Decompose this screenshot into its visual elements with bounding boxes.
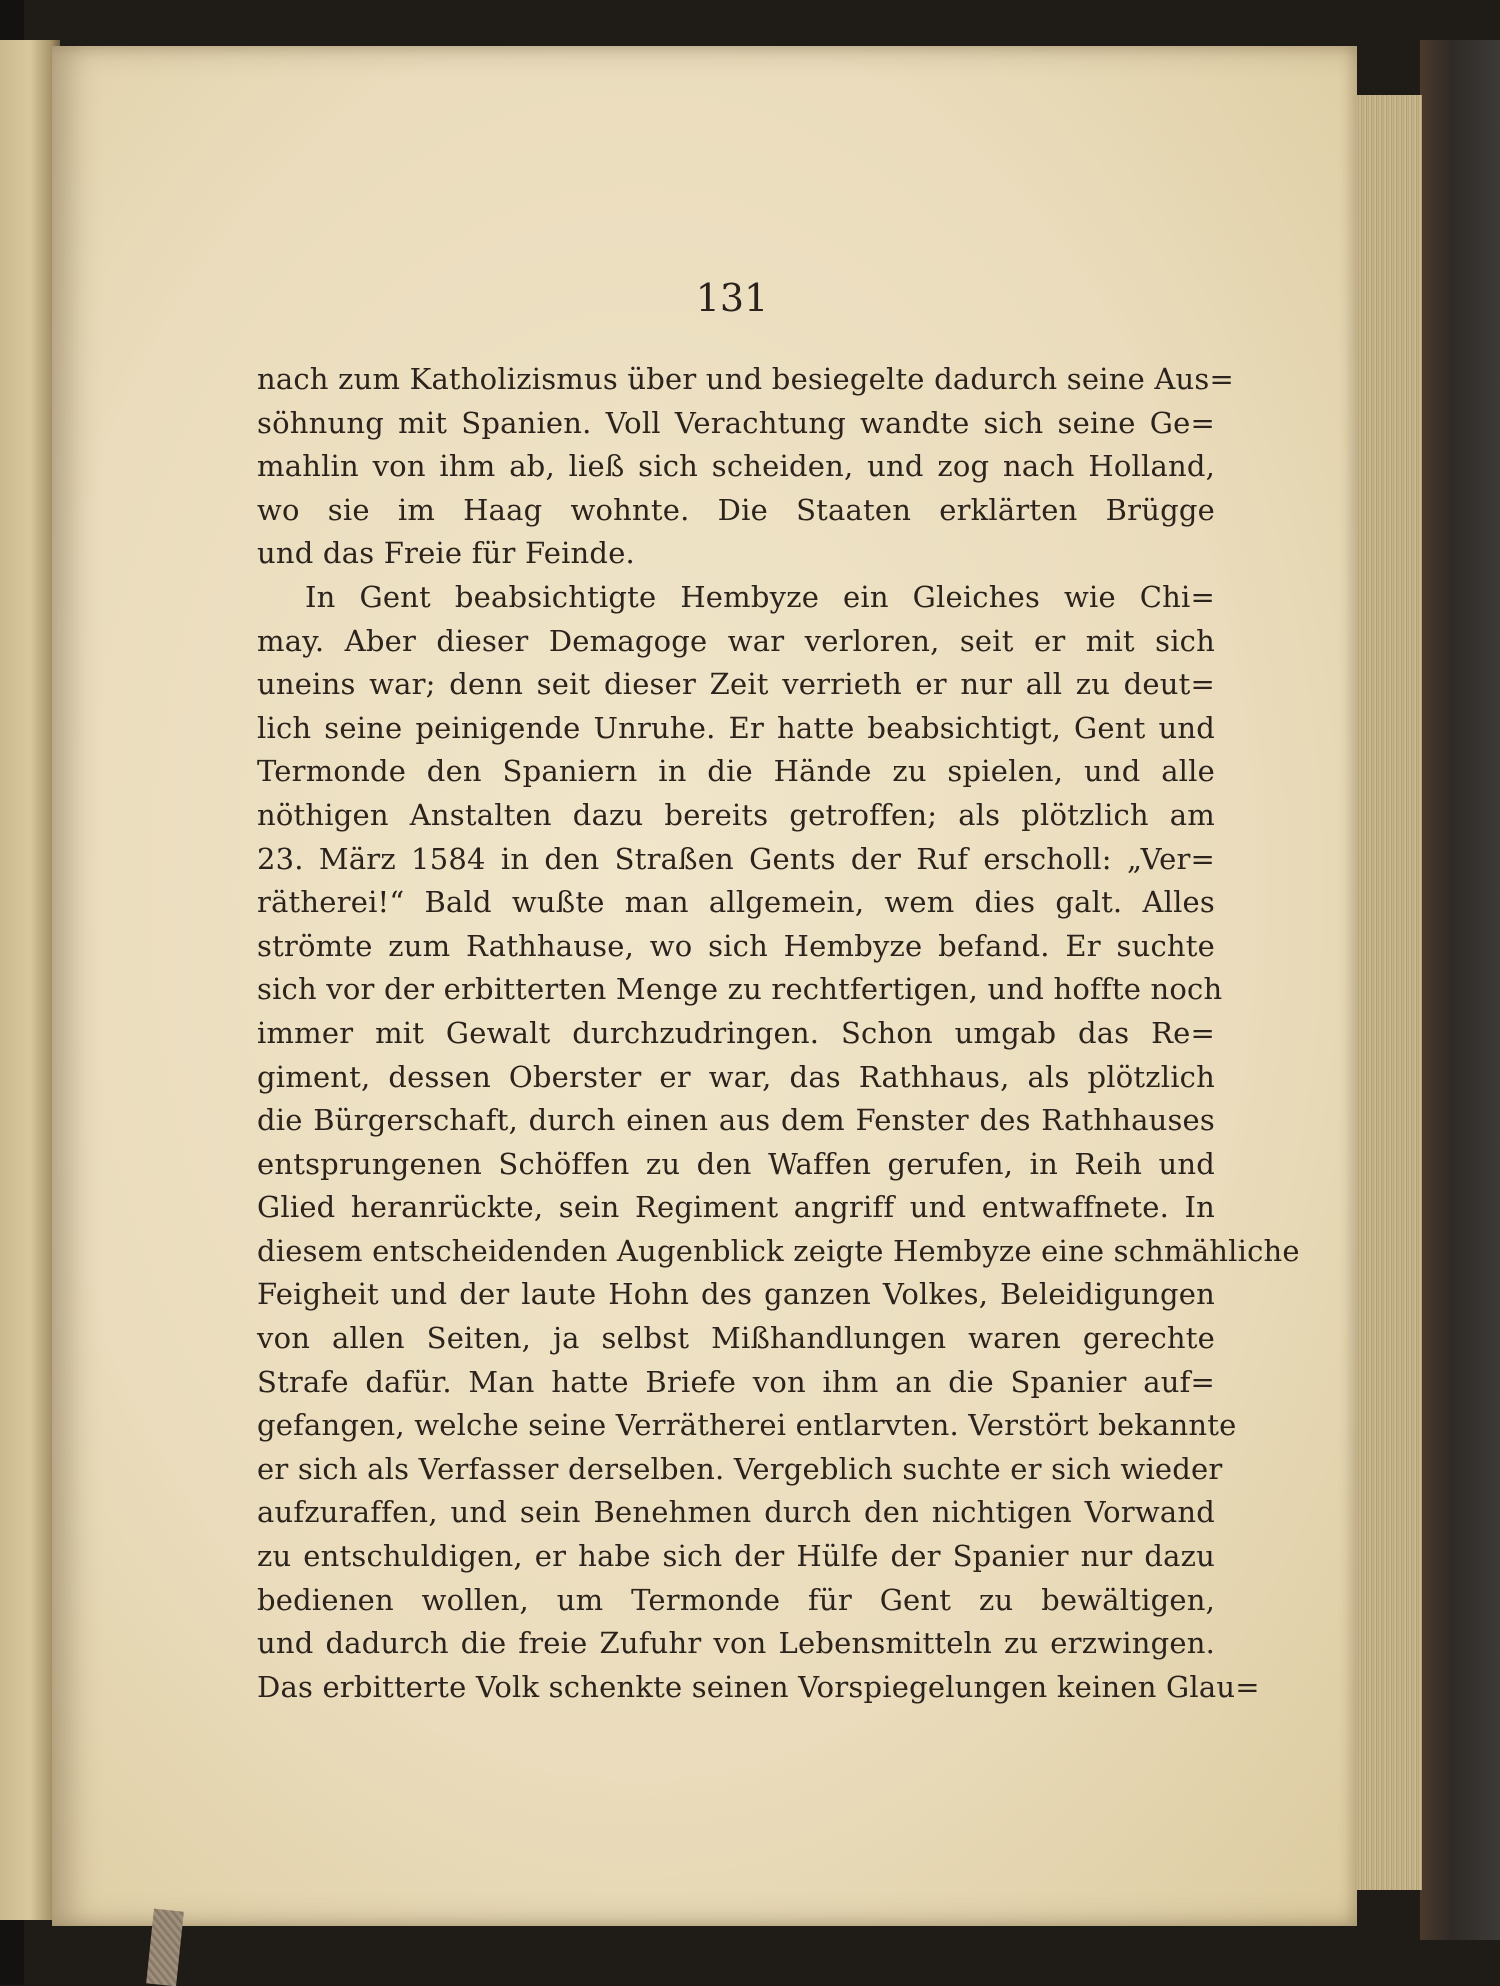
text-line: giment, dessen Oberster er war, das Rathhaus, als plötzlich: [257, 1059, 1215, 1094]
ribbon-bookmark: [146, 1909, 184, 1986]
book-cover-edge: [1420, 40, 1500, 1940]
text-line: söhnung mit Spanien. Voll Verachtung wandte sich seine Ge=: [257, 405, 1215, 440]
text-line: lich seine peinigende Unruhe. Er hatte beabsichtigt, Gent und: [257, 710, 1215, 745]
page-number: 131: [695, 276, 769, 320]
facing-page-edge: [0, 40, 60, 1920]
text-line: die Bürgerschaft, durch einen aus dem Fenster des Rathhauses: [257, 1103, 1215, 1138]
text-line: Termonde den Spaniern in die Hände zu spielen, und alle: [257, 754, 1215, 789]
text-line: bedienen wollen, um Termonde für Gent zu bewältigen,: [257, 1582, 1215, 1617]
text-line: nach zum Katholizismus über und besiegelte dadurch seine Aus=: [257, 362, 1234, 396]
text-line: und dadurch die freie Zufuhr von Lebensmitteln zu erzwingen.: [257, 1626, 1215, 1661]
text-line: aufzuraffen, und sein Benehmen durch den nichtigen Vorwand: [257, 1495, 1215, 1530]
text-line: und das Freie für Feinde.: [257, 536, 635, 571]
text-line: zu entschuldigen, er habe sich der Hülfe der Spanier nur dazu: [257, 1539, 1215, 1574]
text-line: may. Aber dieser Demagoge war verloren, seit er mit sich: [257, 623, 1215, 658]
text-line: wo sie im Haag wohnte. Die Staaten erklärten Brügge: [257, 492, 1215, 527]
book-page: [52, 46, 1357, 1926]
text-line: Das erbitterte Volk schenkte seinen Vorspiegelungen keinen Glau=: [257, 1669, 1260, 1704]
text-line: mahlin von ihm ab, ließ sich scheiden, und zog nach Holland,: [257, 449, 1215, 484]
text-line: rätherei!“ Bald wußte man allgemein, wem dies galt. Alles: [257, 885, 1215, 920]
body-text: [257, 358, 1300, 1709]
text-line: Feigheit und der laute Hohn des ganzen Volkes, Beleidigungen: [257, 1277, 1215, 1312]
text-line: er sich als Verfasser derselben. Vergeblich suchte er sich wieder: [257, 1451, 1223, 1486]
text-line: uneins war; denn seit dieser Zeit verrieth er nur all zu deut=: [257, 667, 1215, 702]
text-line: gefangen, welche seine Verrätherei entlarvten. Verstört bekannte: [257, 1408, 1237, 1443]
text-line: nöthigen Anstalten dazu bereits getroffen; als plötzlich am: [257, 797, 1215, 832]
text-line: sich vor der erbitterten Menge zu rechtfertigen, und hoffte noch: [257, 972, 1223, 1007]
text-line: entsprungenen Schöffen zu den Waffen gerufen, in Reih und: [257, 1146, 1215, 1181]
text-line: In Gent beabsichtigte Hembyze ein Gleiches wie Chi=: [305, 579, 1215, 614]
text-line: von allen Seiten, ja selbst Mißhandlungen waren gerechte: [257, 1321, 1215, 1356]
page-stack-edges: [1352, 95, 1422, 1890]
text-line: 23. März 1584 in den Straßen Gents der Ruf erscholl: „Ver=: [257, 841, 1215, 876]
text-line: Glied heranrückte, sein Regiment angriff und entwaffnete. In: [257, 1190, 1215, 1225]
text-line: diesem entscheidenden Augenblick zeigte Hembyze eine schmähliche: [257, 1233, 1300, 1268]
text-line: immer mit Gewalt durchzudringen. Schon umgab das Re=: [257, 1015, 1215, 1050]
text-line: strömte zum Rathhause, wo sich Hembyze befand. Er suchte: [257, 928, 1215, 963]
text-line: Strafe dafür. Man hatte Briefe von ihm an die Spanier auf=: [257, 1364, 1215, 1399]
